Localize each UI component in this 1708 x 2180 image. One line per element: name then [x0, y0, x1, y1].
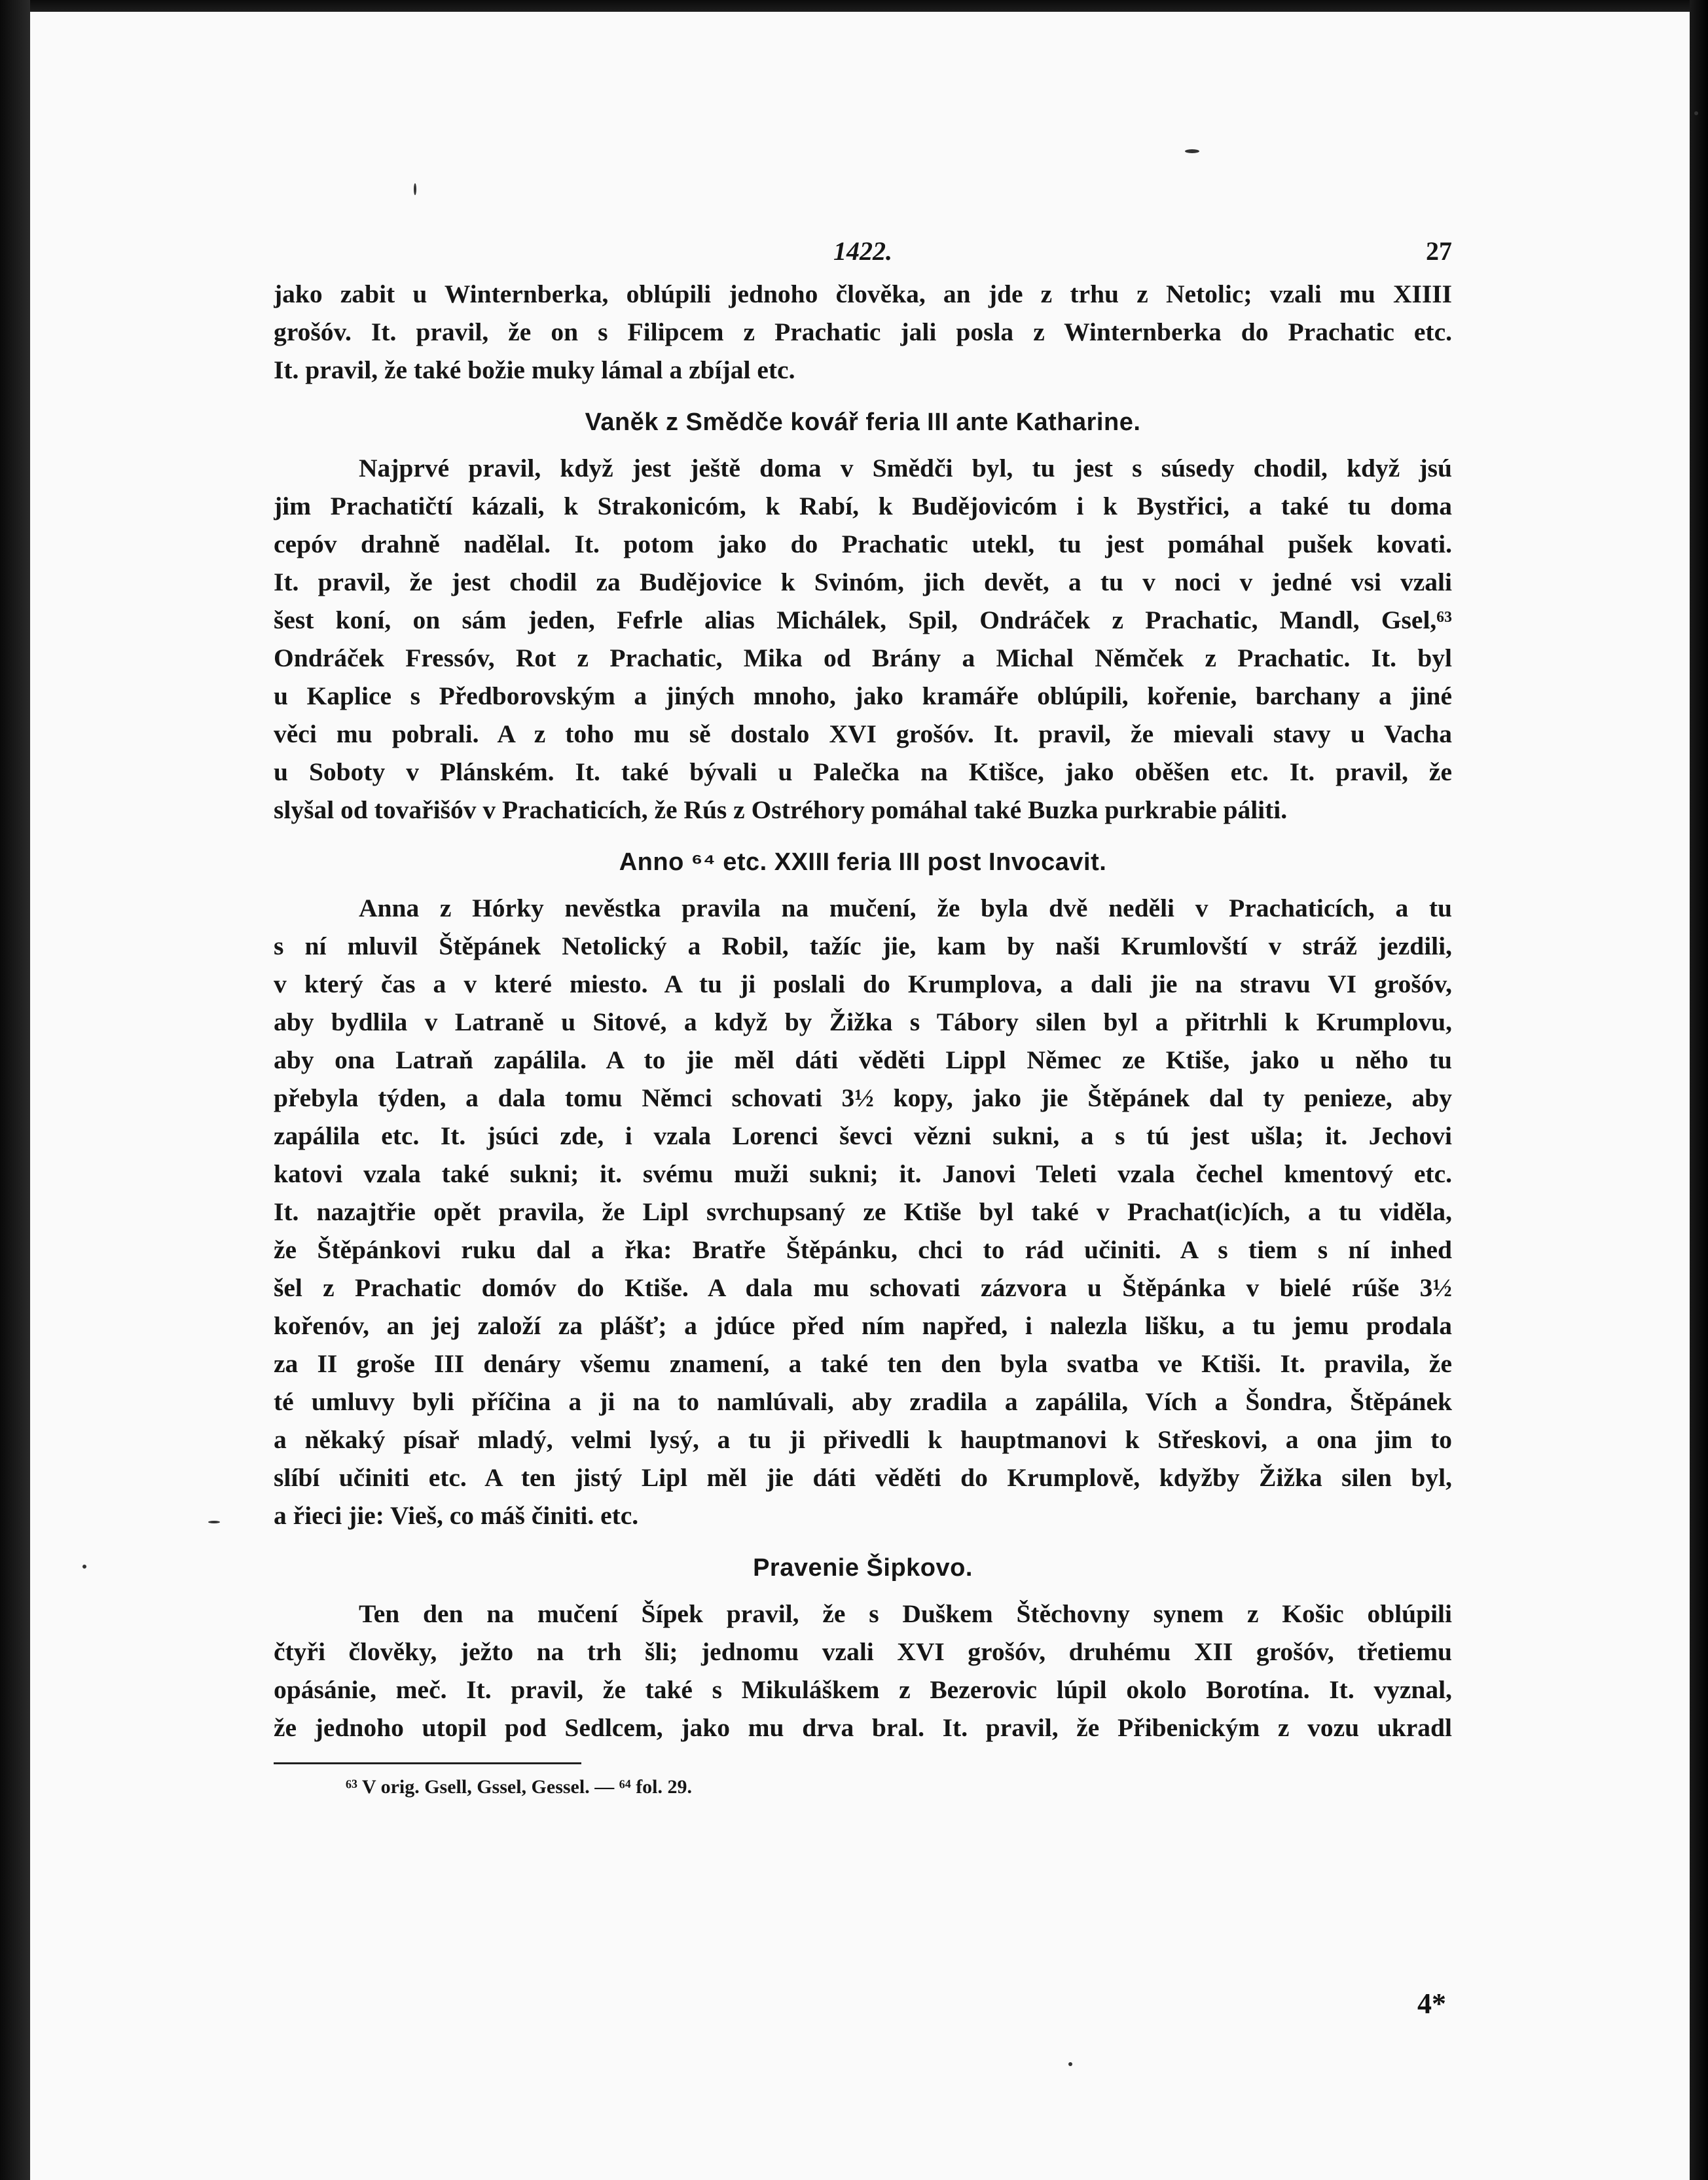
text-line: It. nazajtřie opět pravila, že Lipl svrchupsaný ze Ktiše byl také v Prachat(ic)ích, a tu viděla, [274, 1197, 1452, 1226]
running-head [274, 236, 1452, 275]
text-line: jako zabit u Winternberka, oblúpili jednoho člověka, an jde z trhu z Netolic; vzali mu XIIII [274, 280, 1452, 308]
scan-speck [82, 1565, 86, 1569]
text-line: že Štěpánkovi ruku dal a řka: Bratře Štěpánku, chci to rád učiniti. A s tiem s ní inhed [274, 1235, 1452, 1264]
text-line: kořenóv, an jej založí za plášť; a jdúce před ním napřed, i nalezla lišku, a tu jemu prodala [274, 1311, 1452, 1340]
footnote-rule [274, 1762, 581, 1764]
opening-paragraph [274, 275, 1452, 389]
scan-speck [1068, 2062, 1072, 2066]
scan-speck [1694, 111, 1698, 115]
text-line: It. pravil, že také božie muky lámal a zbíjal etc. [274, 355, 795, 384]
scan-speck [208, 1521, 220, 1523]
page-number: 27 [1426, 236, 1452, 266]
text-line: šest koní, on sám jeden, Fefrle alias Michálek, Spil, Ondráček z Prachatic, Mandl, Gsel,⁶³ [274, 606, 1452, 634]
text-line: It. pravil, že jest chodil za Budějovice k Svinóm, jich devět, a tu v noci v jedné vsi vzali [274, 568, 1452, 596]
text-line: přebyla týden, a dala tomu Němci schovati 3½ kopy, jako jie Štěpánek dal ty penieze, aby [274, 1083, 1452, 1112]
section-heading: Anno ⁶⁴ etc. XXIII feria III post Invocavit. [619, 848, 1107, 876]
text-line: šel z Prachatic domóv do Ktiše. A dala mu schovati zázvora u Štěpánka v bielé rúše 3½ [274, 1273, 1452, 1302]
section-paragraph [274, 1595, 1452, 1747]
text-line: Ten den na mučení Šípek pravil, že s Duškem Štěchovny synem z Košic oblúpili [359, 1599, 1452, 1628]
text-line: opásánie, meč. It. pravil, že také s Mikuláškem z Bezerovic lúpil okolo Borotína. It. vyznal, [274, 1675, 1452, 1704]
section-heading: Vaněk z Smědče kovář feria III ante Katharine. [585, 409, 1141, 436]
text-line: cepóv drahně nadělal. It. potom jako do Prachatic utekl, tu jest pomáhal pušek kovati. [274, 530, 1452, 558]
text-line: věci mu pobrali. A z toho mu sě dostalo XVI grošóv. It. pravil, že mievali stavy u Vacha [274, 719, 1452, 748]
signature-mark: 4* [1417, 1988, 1446, 2020]
text-line: slíbí učiniti etc. A ten jistý Lipl měl jie dáti věděti do Krumplově, kdyžby Žižka silen byl, [274, 1463, 1452, 1492]
text-line: jim Prachatičtí kázali, k Strakonicóm, k Rabí, k Budějovicóm i k Bystřici, a také tu doma [274, 492, 1452, 520]
scan-border-top [0, 0, 1708, 12]
scan-border-left [0, 0, 30, 2180]
text-line: za II groše III denáry všemu znamení, a také ten den byla svatba ve Ktiši. It. pravila, že [274, 1349, 1452, 1378]
text-line: zapálila etc. It. jsúci zde, i vzala Lorenci ševci vězni sukni, a s tú jest ušla; it. Jechovi [274, 1121, 1452, 1150]
scan-speck [414, 183, 416, 195]
text-line: aby ona Latraň zapálila. A to jie měl dáti věděti Lippl Němec ze Ktiše, jako u něho tu [274, 1045, 1452, 1074]
section-paragraph [274, 889, 1452, 1535]
section-paragraph [274, 449, 1452, 829]
document-page [274, 236, 1452, 1798]
text-line: té umluvy byli příčina a ji na to namlúvali, aby zradila a zapálila, Vích a Šondra, Štěpánek [274, 1387, 1452, 1416]
section-heading: Pravenie Šipkovo. [753, 1554, 973, 1582]
text-line: Ondráček Fressóv, Rot z Prachatic, Mika od Brány a Michal Němček z Prachatic. It. byl [274, 644, 1452, 672]
text-line: aby bydlila v Latraně u Sitové, a když by Žižka s Tábory silen byl a přitrhli k Krumplovu, [274, 1008, 1452, 1036]
text-line: a řieci jie: Vieš, co máš činiti. etc. [274, 1501, 639, 1530]
text-line: s ní mluvil Štěpánek Netolický a Robil, tažíc jie, kam by naši Krumlovští v stráž jezdili, [274, 932, 1452, 960]
text-line: Anna z Hórky nevěstka pravila na mučení, že byla dvě neděli v Prachaticích, a tu [359, 894, 1452, 922]
text-line: katovi vzala také sukni; it. svému muži sukni; it. Janovi Teleti vzala čechel kmentový etc. [274, 1159, 1452, 1188]
text-line: že jednoho utopil pod Sedlcem, jako mu drva bral. It. pravil, že Přibenickým z vozu ukradl [274, 1713, 1452, 1742]
text-line: Najprvé pravil, když jest ještě doma v Smědči byl, tu jest s súsedy chodil, když jsú [359, 454, 1452, 482]
text-line: a někaký písař mladý, velmi lysý, a tu ji přivedli k hauptmanovi k Střeskovi, a ona jim to [274, 1425, 1452, 1454]
running-head-year: 1422. [833, 236, 892, 266]
scan-speck [1185, 149, 1199, 153]
text-line: slyšal od tovařišóv v Prachaticích, že Rús z Ostréhory pomáhal také Buzka purkrabie páliti. [274, 795, 1288, 824]
footnote: ⁶³ V orig. Gsell, Gssel, Gessel. — ⁶⁴ fol. 29. [346, 1776, 693, 1798]
text-line: u Soboty v Plánském. It. také bývali u Palečka na Ktišce, jako oběšen etc. It. pravil, že [274, 757, 1452, 786]
text-line: grošóv. It. pravil, že on s Filipcem z Prachatic jali posla z Winternberka do Prachatic etc. [274, 318, 1452, 346]
text-line: v který čas a v které miesto. A tu ji poslali do Krumplova, a dali jie na stravu VI grošóv, [274, 970, 1452, 998]
text-line: čtyři člověky, ježto na trh šli; jednomu vzali XVI grošóv, druhému XII grošóv, třetiemu [274, 1637, 1452, 1666]
text-line: u Kaplice s Předborovským a jiných mnoho, jako kramáře oblúpili, kořenie, barchany a jiné [274, 681, 1452, 710]
scan-border-right [1690, 0, 1708, 2180]
